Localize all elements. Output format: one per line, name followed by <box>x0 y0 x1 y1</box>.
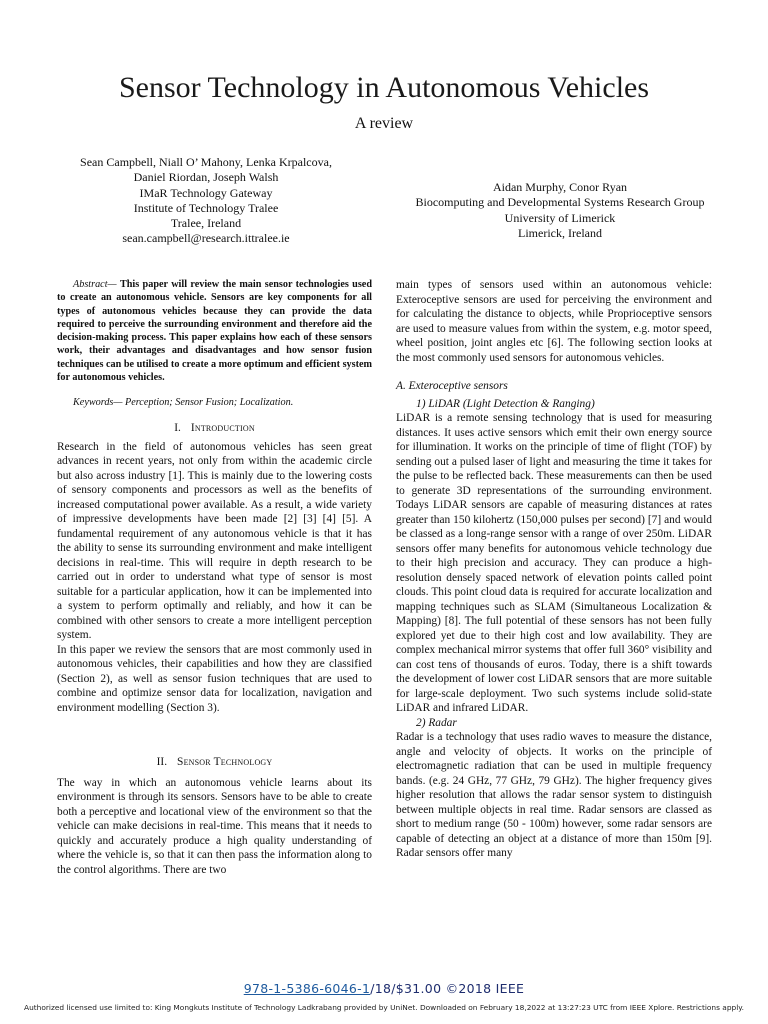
author-block-right <box>395 180 725 241</box>
author-affiliation: Biocomputing and Developmental Systems Research Group <box>415 195 705 210</box>
author-affiliation: University of Limerick <box>504 210 616 225</box>
keywords: Keywords— Perception; Sensor Fusion; Localization. <box>73 397 294 409</box>
radar-paragraph: Radar is a technology that uses radio waves to measure the distance, angle and velocity of objects. It works on the principle of electromagnetic radiation that can be used in multiple frequency bands. (e.g. 24 GHz, 77 GHz, 79 GHz). The higher frequency gives higher resolution that allows the radar sensor system to distinguish between multiple objects in real time. Radar sensors are classed as short to medium range (50 - 100m) however, some radar sensors are capable of detecting an object at a distance of more than 150m [9]. Radar sensors offer many <box>396 731 712 859</box>
author-block-left <box>50 155 362 247</box>
subsection-heading-exteroceptive: A. Exteroceptive sensors <box>396 380 508 392</box>
author-names: Daniel Riordan, Joseph Walsh <box>133 170 279 185</box>
license-notice: Authorized licensed use limited to: King Mongkuts Institute of Technology Ladkrabang provided by UniNet. Downloaded on February 18,2022 at 13:27:23 UTC from IEEE Xplore. Restrictions apply. <box>24 1003 744 1012</box>
right-column <box>396 278 712 861</box>
isbn-link[interactable]: 978-1-5386-6046-1 <box>243 981 371 996</box>
subsubsection-heading-radar: 2) Radar <box>416 716 457 729</box>
author-location: Tralee, Ireland <box>170 216 242 231</box>
copyright-footer <box>0 981 768 996</box>
paper-subtitle: A review <box>354 115 414 132</box>
section-heading-introduction: I. Introduction <box>174 422 255 435</box>
author-email: sean.campbell@research.ittralee.ie <box>122 231 290 246</box>
intro-paragraph-1: Research in the field of autonomous vehicles has seen great advances in recent years, not only from within the academic circle but also across industry [1]. This is mainly due to the lowering costs of sensory components and processors as well as the benefits of increased computational power available. As a result, a wide variety of impressive developments have been made [2] [3] [4] [5]. A fundamental requirement of any autonomous vehicle is that it has the ability to sense its surrounding environment and make intelligent decisions in real-time. This will require in depth research to be carried out in order to understand what type of sensor is most suitable for a particular application, how it can be implemented into a system to perform optimally and reliably, and how it can be combined with other sensors to create a more intelligent perception system. <box>57 440 372 642</box>
sensor-technology-paragraph: The way in which an autonomous vehicle learns about its environment is through its sensors. Sensors have to be able to create both a perceptive and locational view of the environment so that the vehicle can make decisions in real-time. This means that it needs to quickly and accurately produce a high quality understanding of where the vehicle is, so that it can then pass the information along to the control algorithms. There are two <box>57 776 372 876</box>
abstract <box>57 278 372 384</box>
author-names: Aidan Murphy, Conor Ryan <box>492 180 628 194</box>
abstract-lead: Abstract— <box>73 279 117 290</box>
sensor-types-paragraph: main types of sensors used within an autonomous vehicle: Exteroceptive sensors are used for perceiving the environment and for calculating the distance to objects, while Proprioceptive sensors are used to measure values from within the system, e.g. motor speed, wheel position, joint angles etc [6]. The following section looks at the most commonly used sensors for autonomous vehicles. <box>396 279 712 364</box>
paper-title: Sensor Technology in Autonomous Vehicles <box>118 71 650 104</box>
author-names: Sean Campbell, Niall O’ Mahony, Lenka Krpalcova, <box>80 155 332 169</box>
intro-paragraph-2: In this paper we review the sensors that are most commonly used in autonomous vehicles, their capabilities and how they are classified (Section 2), as well as sensor fusion techniques that are used to combine and optimize sensor data for localization, navigation and environment modelling (Section 3). <box>57 643 372 714</box>
abstract-body: This paper will review the main sensor technologies used to create an autonomous vehicle. Sensors are key components for all types of autonomous vehicles because they can provide the data required to perceive the surrounding environment and therefore aid the decision-making process. This paper explains how each of these sensors work, their advantages and disadvantages and how sensor fusion techniques can be utilised to create a more optimum and efficient system for autonomous vehicles. <box>57 279 372 384</box>
left-column <box>57 278 372 877</box>
author-affiliation: IMaR Technology Gateway <box>139 185 273 200</box>
copyright-text: /18/$31.00 ©2018 IEEE <box>370 981 525 996</box>
author-affiliation: Institute of Technology Tralee <box>133 200 279 215</box>
author-location: Limerick, Ireland <box>518 225 602 240</box>
subsubsection-heading-lidar: 1) LiDAR (Light Detection & Ranging) <box>416 397 595 410</box>
lidar-paragraph: LiDAR is a remote sensing technology that is used for measuring distances. It uses active sensors which emit their own energy source for illumination. It works on the principle of time of flight (TOF) by sending out a pulsed laser of light and measuring the time it takes for the pulse to be reflected back. These measurements can then be used to generate 3D representations of the surrounding environment. Todays LiDAR sensors are capable of measuring distances at rates greater than 150 kilohertz (150,000 pulses per second) [7] and would be classed as a long-range sensor with a range of over 250m. LiDAR sensors offer many benefits for autonomous vehicle technology due to their high precision and accuracy. They can produce a high-resolution densely spaced network of elevation points called point clouds. This point cloud data is required for accurate localization and mapping techniques such as SLAM (Simultaneous Localization & Mapping) [8]. The full potential of these sensors has not been fully explored yet due to their high cost and low availability. They are complex mechanical mirror systems that offer full 360° visibility and can cost tens of thousands of euros. Today, there is a shift towards the development of lower cost LiDAR sensors that are more suitable for large-scale deployment. Two such systems include solid-state LiDAR and infrared LiDAR. <box>396 412 712 714</box>
section-heading-sensor-technology: II. Sensor Technology <box>156 756 273 769</box>
